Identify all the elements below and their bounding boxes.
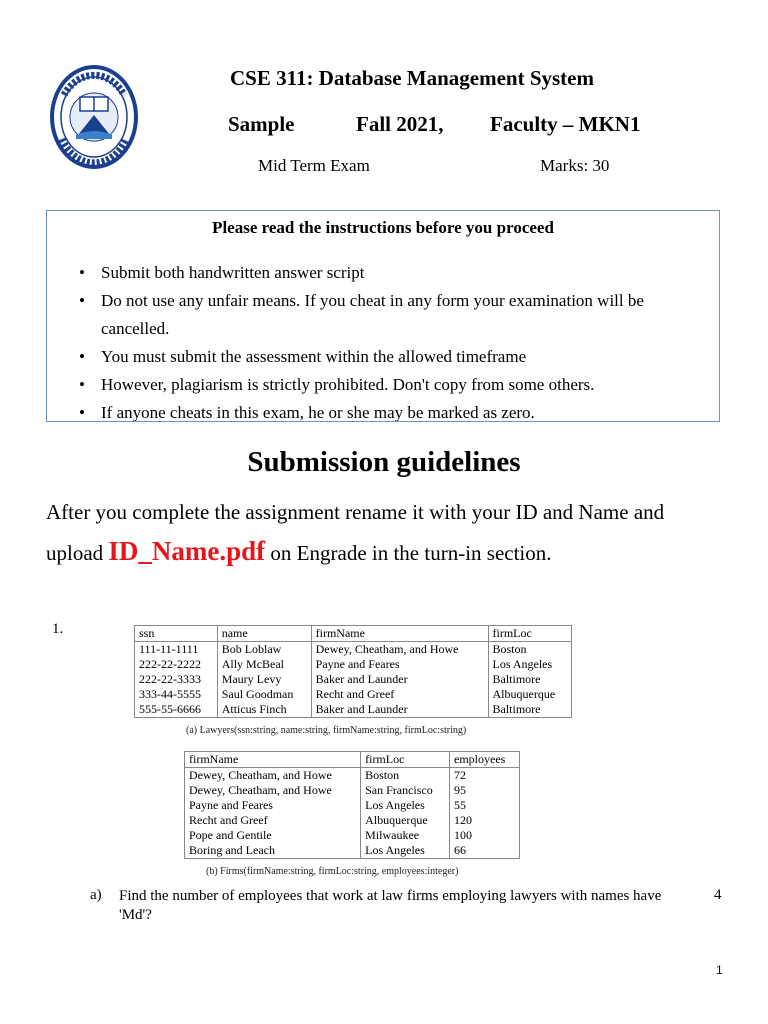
university-seal-logo bbox=[50, 65, 138, 169]
table-cell: 72 bbox=[450, 768, 520, 784]
table-row bbox=[135, 672, 572, 687]
question-part-label: a) bbox=[90, 887, 102, 903]
page-number: 1 bbox=[716, 963, 723, 977]
table-cell: 222-22-3333 bbox=[139, 672, 201, 686]
table-cell: Pope and Gentile bbox=[189, 828, 272, 842]
table-cell: San Francisco bbox=[361, 783, 450, 798]
submission-heading: Submission guidelines bbox=[247, 446, 521, 478]
instructions-heading: Please read the instructions before you proceed bbox=[212, 218, 554, 237]
question-part-text: Find the number of employees that work at law firms employing lawyers with names have 'Md'? bbox=[119, 888, 662, 923]
table-row bbox=[135, 687, 572, 702]
instruction-item: • If anyone cheats in this exam, he or she may be marked as zero. bbox=[79, 399, 711, 422]
table-cell: 111-11-1111 bbox=[139, 642, 199, 656]
table-row bbox=[135, 702, 572, 718]
table-cell: Baker and Launder bbox=[311, 672, 488, 687]
instruction-item: • You must submit the assessment within the allowed timeframe bbox=[79, 343, 711, 371]
table-cell: Baltimore bbox=[488, 702, 572, 718]
course-title: CSE 311: Database Management System bbox=[230, 66, 594, 90]
table-cell: Albuquerque bbox=[361, 813, 450, 828]
table-cell: 66 bbox=[450, 843, 520, 859]
table-cell: Maury Levy bbox=[217, 672, 311, 687]
submission-text-line2 bbox=[46, 536, 552, 567]
table-cell: 55 bbox=[450, 798, 520, 813]
table-cell: 100 bbox=[450, 828, 520, 843]
table-cell: 95 bbox=[450, 783, 520, 798]
table-cell: 222-22-2222 bbox=[139, 657, 201, 671]
table-cell: Los Angeles bbox=[488, 657, 572, 672]
table-row bbox=[135, 642, 572, 658]
table-row bbox=[185, 828, 520, 843]
table-cell: Boston bbox=[361, 768, 450, 784]
table-cell: Baltimore bbox=[488, 672, 572, 687]
table-row bbox=[185, 768, 520, 784]
table-header-cell: firmLoc bbox=[488, 626, 572, 642]
lawyers-table bbox=[134, 625, 572, 718]
firms-table-caption: (b) Firms(firmName:string, firmLoc:string, employees:integer) bbox=[206, 866, 459, 877]
table-cell: Saul Goodman bbox=[217, 687, 311, 702]
instructions-list bbox=[79, 259, 711, 422]
table-row bbox=[185, 843, 520, 859]
table-header-cell: employees bbox=[450, 752, 520, 768]
question-number: 1. bbox=[52, 621, 64, 637]
table-row bbox=[185, 813, 520, 828]
table-cell: Payne and Feares bbox=[311, 657, 488, 672]
table-cell: 333-44-5555 bbox=[139, 687, 201, 701]
submission-filename: ID_Name.pdf bbox=[108, 536, 266, 566]
table-cell: Recht and Greef bbox=[311, 687, 488, 702]
table-cell: Los Angeles bbox=[361, 798, 450, 813]
instruction-item: • Submit both handwritten answer script bbox=[79, 259, 711, 287]
table-header-cell: firmName bbox=[311, 626, 488, 642]
table-cell: Recht and Greef bbox=[189, 813, 268, 827]
table-header-cell: name bbox=[217, 626, 311, 642]
table-cell: Bob Loblaw bbox=[217, 642, 311, 658]
table-header-cell: firmName bbox=[185, 752, 361, 768]
submission-text-before: upload bbox=[46, 541, 109, 565]
table-row bbox=[185, 783, 520, 798]
exam-term: Fall 2021, bbox=[356, 112, 444, 136]
table-cell: Albuquerque bbox=[488, 687, 572, 702]
exam-sample-label: Sample bbox=[228, 112, 295, 136]
table-header-cell: ssn bbox=[135, 626, 218, 642]
exam-marks: Marks: 30 bbox=[540, 156, 610, 175]
table-row bbox=[185, 798, 520, 813]
table-cell: Dewey, Cheatham, and Howe bbox=[189, 783, 332, 797]
table-header-cell: firmLoc bbox=[361, 752, 450, 768]
table-cell: 555-55-6666 bbox=[139, 702, 201, 716]
table-cell: Payne and Feares bbox=[189, 798, 273, 812]
table-cell: Ally McBeal bbox=[217, 657, 311, 672]
table-cell: Baker and Launder bbox=[311, 702, 488, 718]
table-cell: Dewey, Cheatham, and Howe bbox=[311, 642, 488, 658]
submission-text-line1: After you complete the assignment rename it with your ID and Name and bbox=[46, 500, 665, 524]
instruction-item: • Do not use any unfair means. If you cheat in any form your examination will be cancelled. bbox=[79, 287, 711, 343]
submission-text-after: on Engrade in the turn-in section. bbox=[265, 541, 552, 565]
table-cell: Atticus Finch bbox=[217, 702, 311, 718]
table-cell: Boring and Leach bbox=[189, 843, 275, 857]
exam-type: Mid Term Exam bbox=[258, 156, 370, 175]
table-cell: Dewey, Cheatham, and Howe bbox=[189, 768, 332, 782]
exam-faculty: Faculty – MKN1 bbox=[490, 112, 641, 136]
table-cell: Boston bbox=[488, 642, 572, 658]
table-row bbox=[135, 657, 572, 672]
table-header-row bbox=[185, 752, 520, 768]
instruction-item: • However, plagiarism is strictly prohibited. Don't copy from some others. bbox=[79, 371, 711, 399]
table-cell: Milwaukee bbox=[361, 828, 450, 843]
question-part-marks: 4 bbox=[714, 887, 722, 903]
lawyers-table-caption: (a) Lawyers(ssn:string, name:string, firmName:string, firmLoc:string) bbox=[186, 725, 467, 736]
instructions-box bbox=[46, 210, 720, 422]
table-header-row bbox=[135, 626, 572, 642]
firms-table bbox=[184, 751, 520, 859]
table-cell: Los Angeles bbox=[361, 843, 450, 859]
table-cell: 120 bbox=[450, 813, 520, 828]
